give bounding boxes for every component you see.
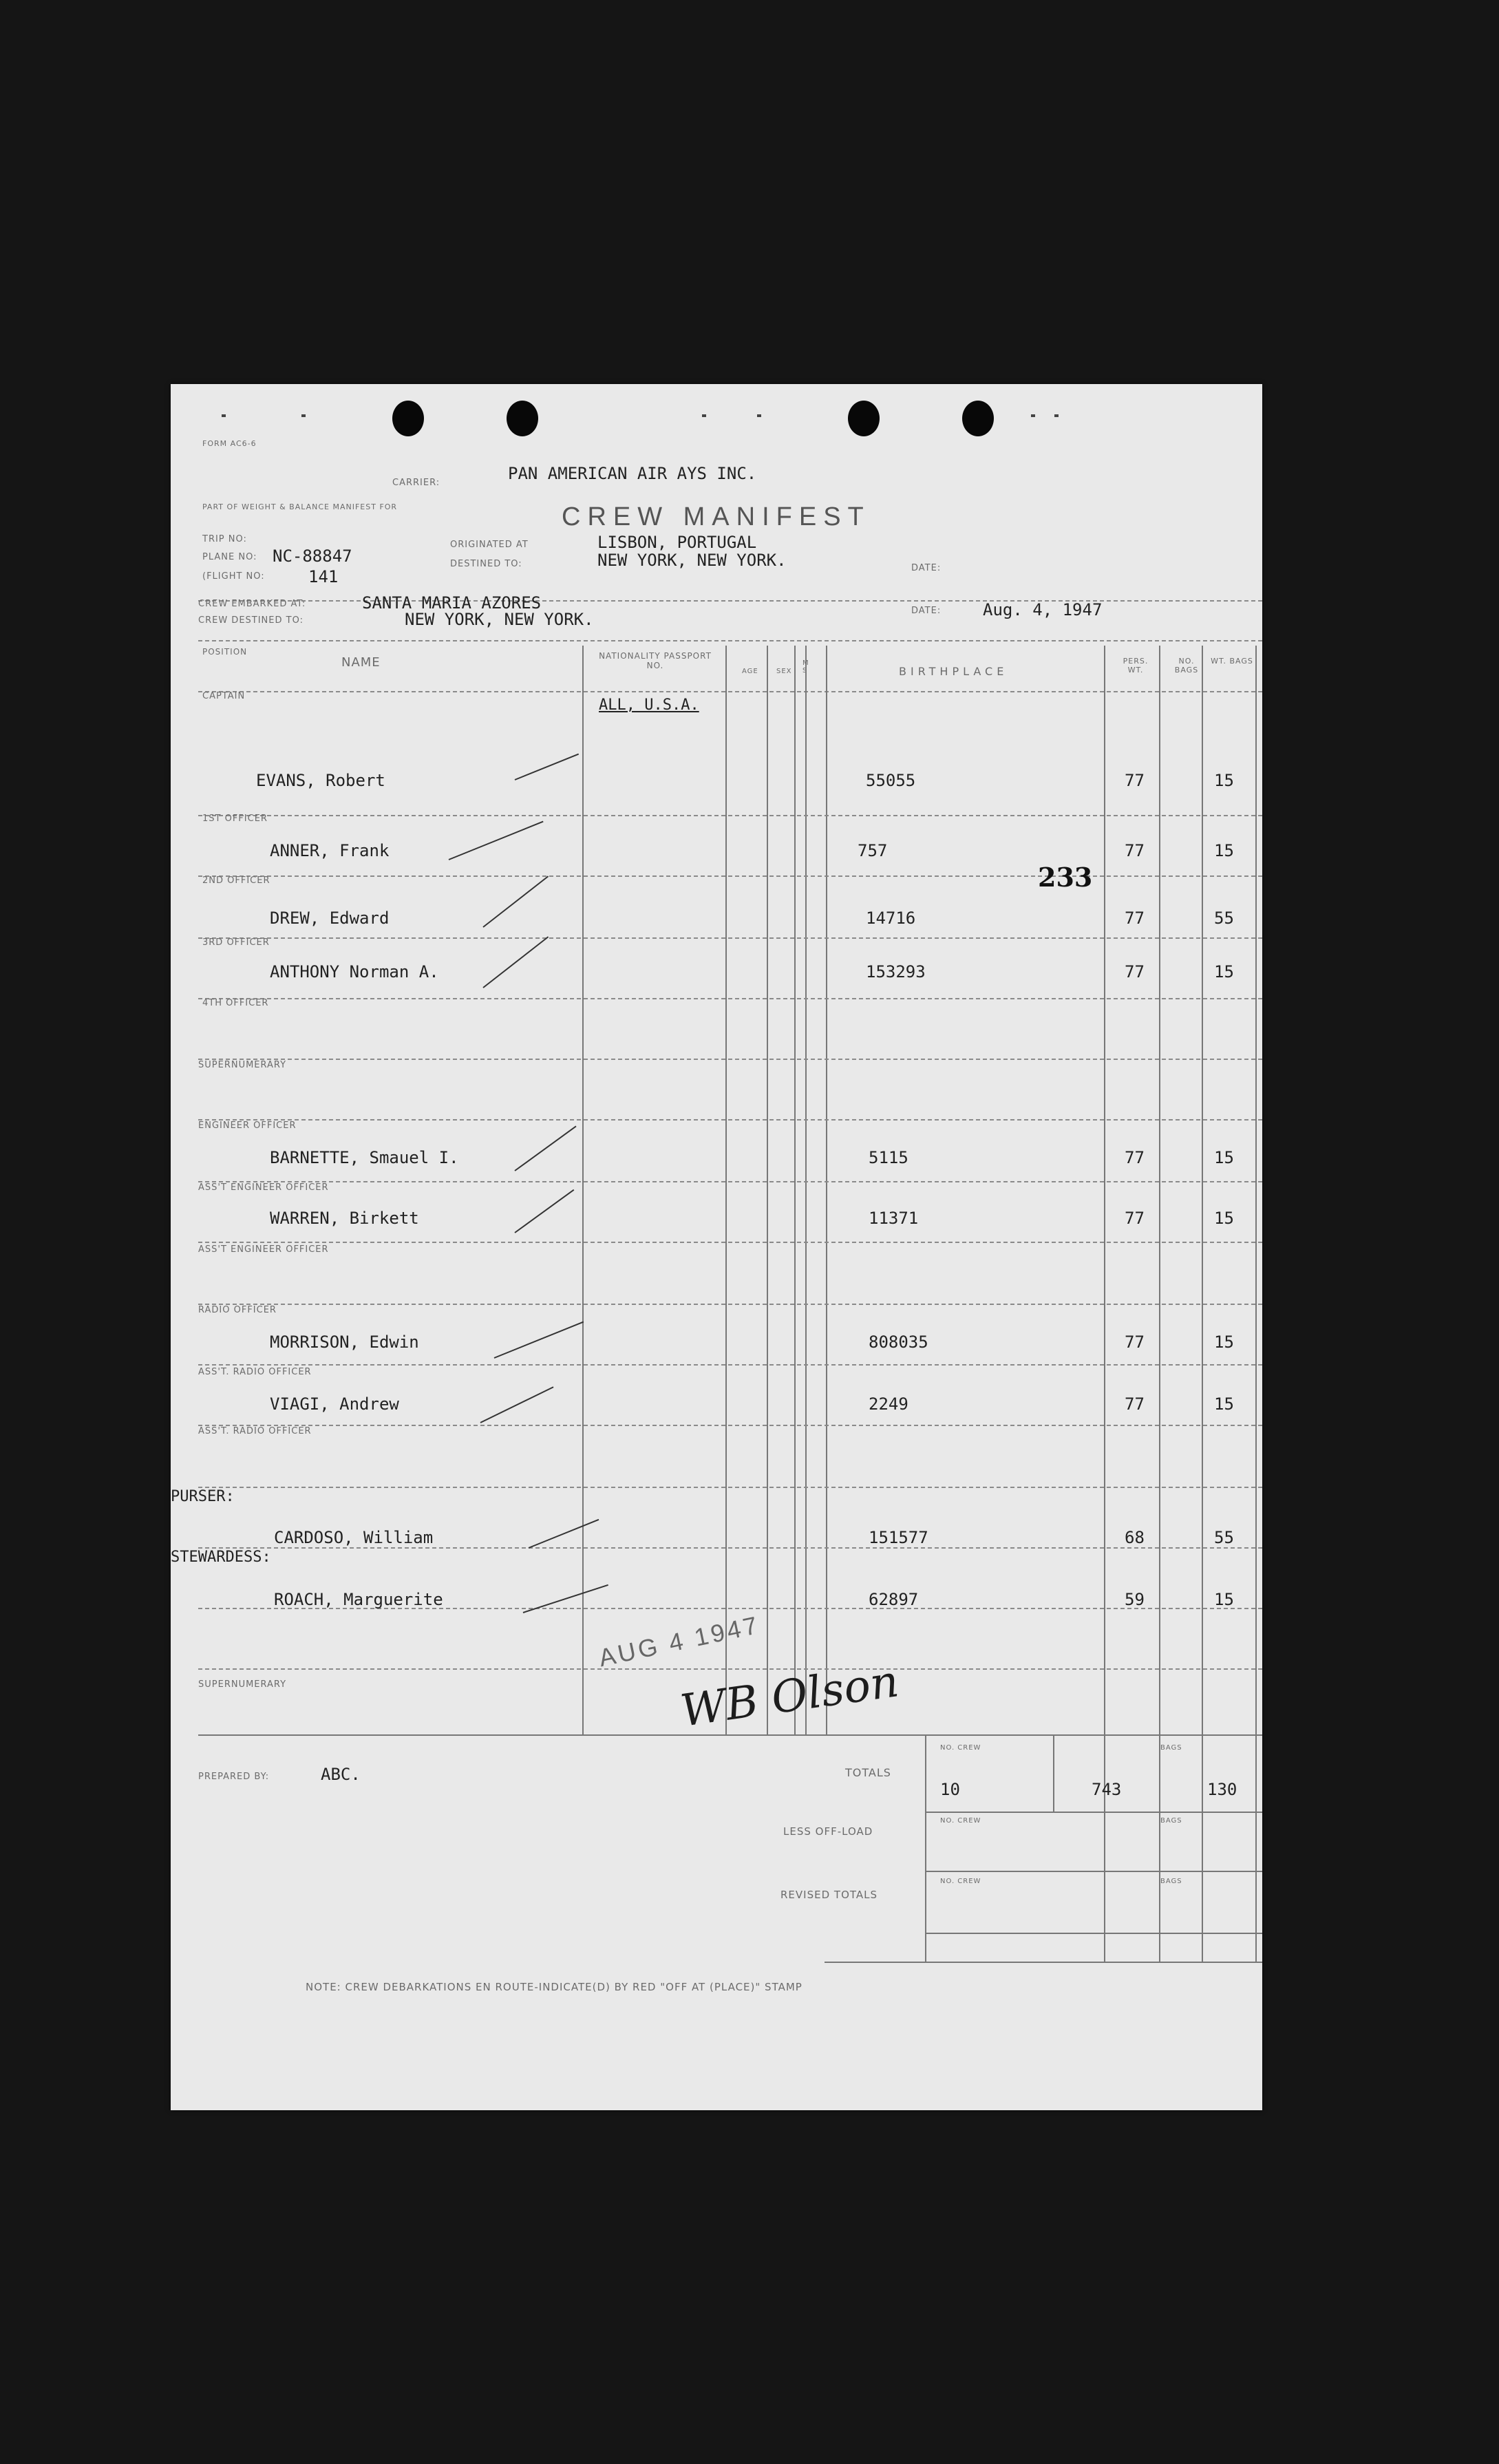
date-label: DATE: bbox=[911, 563, 942, 573]
total-crew: 10 bbox=[940, 1780, 960, 1799]
crew-destined-value: NEW YORK, NEW YORK. bbox=[405, 610, 594, 629]
row-divider bbox=[198, 998, 1262, 999]
crew-wt-bags: 15 bbox=[1214, 962, 1234, 981]
crew-birthplace: 14716 bbox=[866, 909, 916, 928]
grid-line bbox=[1053, 1734, 1054, 1812]
footer-note: NOTE: CREW DEBARKATIONS EN ROUTE-INDICATE(D) BY RED "OFF AT (PLACE)" STAMP bbox=[306, 1981, 802, 1993]
plane-value: NC-88847 bbox=[273, 546, 352, 566]
check-mark bbox=[529, 1519, 599, 1549]
crew-wt-bags: 55 bbox=[1214, 1528, 1234, 1547]
signature: WB Olson bbox=[677, 1656, 902, 1737]
grid-line bbox=[925, 1734, 926, 1962]
paper-mark bbox=[1031, 414, 1035, 417]
prepared-value: ABC. bbox=[321, 1765, 361, 1784]
col-sex: SEX bbox=[776, 668, 792, 675]
crew-wt-bags: 15 bbox=[1214, 771, 1234, 790]
crew-wt-bags: 15 bbox=[1214, 1394, 1234, 1414]
col-nationality: NATIONALITY PASSPORT NO. bbox=[599, 651, 712, 670]
col-ms: M S bbox=[802, 659, 809, 675]
col-no-bags: NO. BAGS bbox=[1174, 657, 1199, 675]
crew-pers-wt: 68 bbox=[1125, 1528, 1145, 1547]
totals-divider bbox=[925, 1871, 1262, 1872]
crew-pers-wt: 77 bbox=[1125, 909, 1145, 928]
check-mark bbox=[514, 1189, 574, 1233]
crew-birthplace: 55055 bbox=[866, 771, 916, 790]
position-label: SUPERNUMERARY bbox=[198, 1060, 287, 1070]
check-mark bbox=[480, 1386, 554, 1423]
col-name: NAME bbox=[341, 655, 381, 670]
bags-label: BAGS bbox=[1160, 1817, 1182, 1825]
crew-wt-bags: 15 bbox=[1214, 1148, 1234, 1167]
prepared-label: PREPARED BY: bbox=[198, 1772, 270, 1782]
part-of-manifest-label: PART OF WEIGHT & BALANCE MANIFEST FOR bbox=[202, 502, 398, 511]
position-label: SUPERNUMERARY bbox=[198, 1679, 287, 1690]
crew-wt-bags: 55 bbox=[1214, 909, 1234, 928]
row-divider bbox=[198, 1059, 1262, 1060]
position-label: ASS'T ENGINEER OFFICER bbox=[198, 1244, 329, 1255]
position-label: RADIO OFFICER bbox=[198, 1305, 277, 1315]
crew-birthplace: 2249 bbox=[869, 1394, 908, 1414]
paper-mark bbox=[757, 414, 761, 417]
check-mark bbox=[494, 1321, 584, 1359]
check-mark bbox=[449, 821, 544, 860]
date2-label: DATE: bbox=[911, 606, 942, 616]
crew-wt-bags: 15 bbox=[1214, 1332, 1234, 1352]
grid-line bbox=[794, 646, 796, 1734]
date2-value: Aug. 4, 1947 bbox=[983, 600, 1103, 619]
col-position: POSITION bbox=[202, 647, 248, 657]
flight-value: 141 bbox=[308, 567, 339, 586]
totals-bottom bbox=[825, 1962, 1262, 1963]
crew-name: CARDOSO, William bbox=[274, 1528, 434, 1547]
carrier-label: CARRIER: bbox=[392, 478, 440, 488]
originated-label: ORIGINATED AT bbox=[450, 540, 529, 550]
crew-name: DREW, Edward bbox=[270, 909, 390, 928]
form-number: FORM AC6-6 bbox=[202, 439, 257, 448]
position-label: ASS'T. RADIO OFFICER bbox=[198, 1367, 312, 1377]
crew-pers-wt: 77 bbox=[1125, 1394, 1145, 1414]
check-mark bbox=[482, 875, 549, 927]
col-age: AGE bbox=[742, 668, 758, 675]
crew-pers-wt: 77 bbox=[1125, 1209, 1145, 1228]
position-label: ASS'T. RADIO OFFICER bbox=[198, 1426, 312, 1436]
crew-pers-wt: 77 bbox=[1125, 841, 1145, 860]
offload-label: LESS OFF-LOAD bbox=[783, 1825, 873, 1838]
bags-label: BAGS bbox=[1160, 1744, 1182, 1752]
crew-wt-bags: 15 bbox=[1214, 1209, 1234, 1228]
destined-value: NEW YORK, NEW YORK. bbox=[597, 551, 787, 570]
grid-line bbox=[582, 646, 584, 1734]
check-mark bbox=[482, 936, 549, 988]
crew-birthplace: 62897 bbox=[869, 1590, 919, 1609]
carrier-value: PAN AMERICAN AIR AYS INC. bbox=[508, 464, 757, 483]
row-divider bbox=[198, 1668, 1262, 1670]
position-label: CAPTAIN bbox=[202, 691, 246, 701]
totals-label: TOTALS bbox=[845, 1766, 891, 1779]
crew-pers-wt: 77 bbox=[1125, 1332, 1145, 1352]
crew-birthplace: 5115 bbox=[869, 1148, 908, 1167]
grid-line bbox=[725, 646, 727, 1734]
crew-name: MORRISON, Edwin bbox=[270, 1332, 419, 1352]
no-crew-label: NO. CREW bbox=[940, 1744, 981, 1752]
table-bottom bbox=[198, 1734, 1262, 1736]
punch-hole bbox=[392, 401, 424, 436]
position-label: ASS'T ENGINEER OFFICER bbox=[198, 1182, 329, 1193]
row-divider bbox=[198, 1181, 1262, 1182]
plane-label: PLANE NO: bbox=[202, 552, 257, 562]
crew-name: ROACH, Marguerite bbox=[274, 1590, 443, 1609]
col-wt-bags: WT. BAGS bbox=[1211, 657, 1253, 666]
flight-label: (FLIGHT NO: bbox=[202, 571, 265, 582]
col-birthplace: BIRTHPLACE bbox=[899, 665, 1008, 678]
row-divider bbox=[198, 1242, 1262, 1243]
crew-name: VIAGI, Andrew bbox=[270, 1394, 399, 1414]
crew-birthplace: 808035 bbox=[869, 1332, 928, 1352]
crew-pers-wt: 59 bbox=[1125, 1590, 1145, 1609]
total-weight: 743 bbox=[1092, 1780, 1122, 1799]
position-label: 4TH OFFICER bbox=[202, 998, 269, 1008]
paper-mark bbox=[702, 414, 706, 417]
crew-name: BARNETTE, Smauel I. bbox=[270, 1148, 459, 1167]
position-label: 2ND OFFICER bbox=[202, 875, 270, 886]
crew-wt-bags: 15 bbox=[1214, 1590, 1234, 1609]
position-label: 1ST OFFICER bbox=[202, 814, 268, 824]
position-label: ENGINEER OFFICER bbox=[198, 1121, 297, 1131]
row-divider bbox=[198, 1487, 1262, 1488]
position-label: 3RD OFFICER bbox=[202, 937, 270, 948]
punch-hole bbox=[848, 401, 880, 436]
crew-name: ANNER, Frank bbox=[270, 841, 390, 860]
punch-hole bbox=[507, 401, 538, 436]
crew-birthplace: 151577 bbox=[869, 1528, 928, 1547]
no-crew-label: NO. CREW bbox=[940, 1817, 981, 1825]
date-stamp: AUG 4 1947 bbox=[596, 1610, 763, 1672]
position-label: STEWARDESS: bbox=[171, 1549, 271, 1566]
col-pers-wt: PERS. WT. bbox=[1123, 657, 1149, 675]
paper-mark bbox=[222, 414, 226, 417]
punch-hole bbox=[962, 401, 994, 436]
row-divider bbox=[198, 937, 1262, 939]
grid-line bbox=[826, 646, 827, 1734]
grid-line bbox=[767, 646, 768, 1734]
check-mark bbox=[515, 754, 579, 780]
grid-line bbox=[805, 646, 807, 1734]
destined-label: DESTINED TO: bbox=[450, 559, 522, 569]
crew-pers-wt: 77 bbox=[1125, 771, 1145, 790]
crew-destined-label: CREW DESTINED TO: bbox=[198, 615, 304, 626]
crew-pers-wt: 77 bbox=[1125, 962, 1145, 981]
paper-mark bbox=[301, 414, 306, 417]
originated-value: LISBON, PORTUGAL bbox=[597, 533, 757, 552]
bags-label: BAGS bbox=[1160, 1878, 1182, 1885]
embarked-label: CREW EMBARKED AT: bbox=[198, 599, 306, 609]
row-divider bbox=[198, 1364, 1262, 1366]
embarked-value: SANTA MARIA AZORES bbox=[362, 593, 542, 613]
row-divider bbox=[198, 1119, 1262, 1121]
row-divider bbox=[198, 875, 1262, 877]
crew-wt-bags: 15 bbox=[1214, 841, 1234, 860]
no-crew-label: NO. CREW bbox=[940, 1878, 981, 1885]
position-label: PURSER: bbox=[171, 1488, 235, 1505]
manifest-sheet bbox=[171, 384, 1262, 2110]
crew-birthplace: 11371 bbox=[869, 1209, 919, 1228]
divider bbox=[198, 640, 1262, 641]
crew-pers-wt: 77 bbox=[1125, 1148, 1145, 1167]
trip-label: TRIP NO: bbox=[202, 534, 247, 544]
divider bbox=[198, 691, 1262, 692]
page-title: CREW MANIFEST bbox=[562, 502, 871, 531]
crew-birthplace: 757 bbox=[858, 841, 888, 860]
crew-birthplace: 153293 bbox=[866, 962, 926, 981]
check-mark bbox=[514, 1126, 576, 1171]
total-bags: 130 bbox=[1207, 1780, 1237, 1799]
crew-name: WARREN, Birkett bbox=[270, 1209, 419, 1228]
revised-label: REVISED TOTALS bbox=[780, 1889, 878, 1901]
row-divider bbox=[198, 815, 1262, 816]
paper-mark bbox=[1054, 414, 1059, 417]
crew-name: ANTHONY Norman A. bbox=[270, 962, 439, 981]
row-divider bbox=[198, 1304, 1262, 1305]
crew-name: EVANS, Robert bbox=[256, 771, 385, 790]
row-divider bbox=[198, 1547, 1262, 1549]
nationality-all: ALL, U.S.A. bbox=[599, 697, 699, 714]
handwritten-annotation: 233 bbox=[1038, 862, 1093, 893]
row-divider bbox=[198, 1425, 1262, 1426]
totals-divider bbox=[925, 1812, 1262, 1813]
totals-divider bbox=[925, 1933, 1262, 1934]
divider bbox=[198, 600, 1262, 602]
